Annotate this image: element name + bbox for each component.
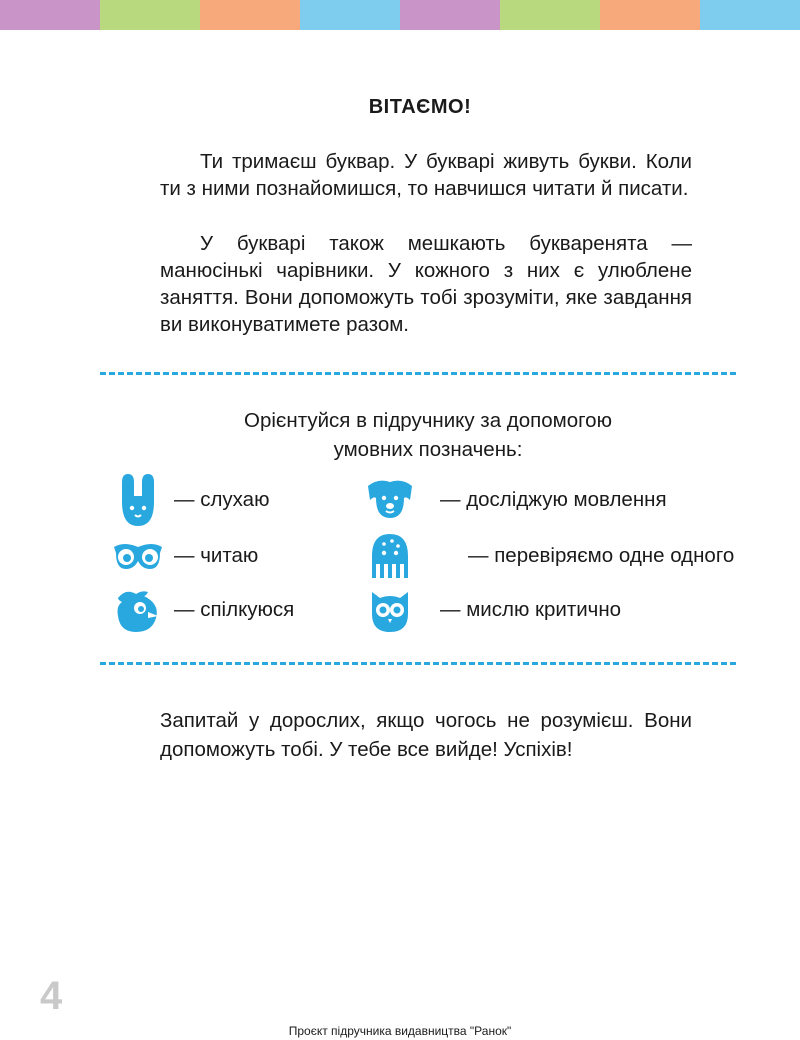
legend-intro-line-2: умовних позначень: [333,438,523,461]
eyes-icon [112,530,164,582]
dog-icon [364,474,416,526]
intro-paragraph-1: Ти тримаєш буквар. У букварі живуть букви. Коли ти з ними познайомишся, то навчишся читати й писати. [160,150,692,200]
octopus-icon [364,530,416,582]
legend-item-listen [112,474,269,526]
legend-intro [0,406,800,464]
legend-item-think-critically [364,584,621,636]
stripe-segment [200,0,300,30]
legend-label: — спілкуюся [174,598,295,621]
legend-label: — мислю критично [440,598,622,621]
bird-icon [112,584,164,636]
intro-paragraph-2: У букварі також мешкають букваренята — манюсінькі чарівники. У кожного з них є улюблене заняття. Вони допоможуть тобі зрозуміти, яке завдання ви виконуватимете разом. [160,232,692,336]
legend-item-read [112,530,258,582]
divider-top [100,372,736,375]
legend-item-explore-speech [364,474,667,526]
bunny-icon [112,474,164,526]
legend-label: — перевіряємо одне одного [468,544,735,567]
stripe-segment [400,0,500,30]
legend-label: — слухаю [174,488,270,511]
legend-item-communicate [112,584,294,636]
page-number: 4 [40,974,63,1018]
stripe-segment [500,0,600,30]
stripe-segment [300,0,400,30]
divider-bottom [100,662,736,665]
color-stripe [0,0,800,30]
legend-intro-line-1: Орієнтуйся в підручнику за допомогою [244,409,612,432]
legend-label: — досліджую мовлення [440,488,667,511]
legend-label: — читаю [174,544,259,567]
publisher-footer: Проєкт підручника видавництва "Ранок" [288,1024,512,1038]
stripe-segment [700,0,800,30]
stripe-segment [0,0,100,30]
closing-paragraph: Запитай у дорослих, якщо чогось не розумієш. Вони допоможуть тобі. У тебе все вийде! Успіхів! [160,709,692,761]
stripe-segment [600,0,700,30]
owl-icon [364,584,416,636]
page-title: ВІТАЄМО! [368,96,472,118]
legend-item-check-each-other [364,530,734,582]
stripe-segment [100,0,200,30]
